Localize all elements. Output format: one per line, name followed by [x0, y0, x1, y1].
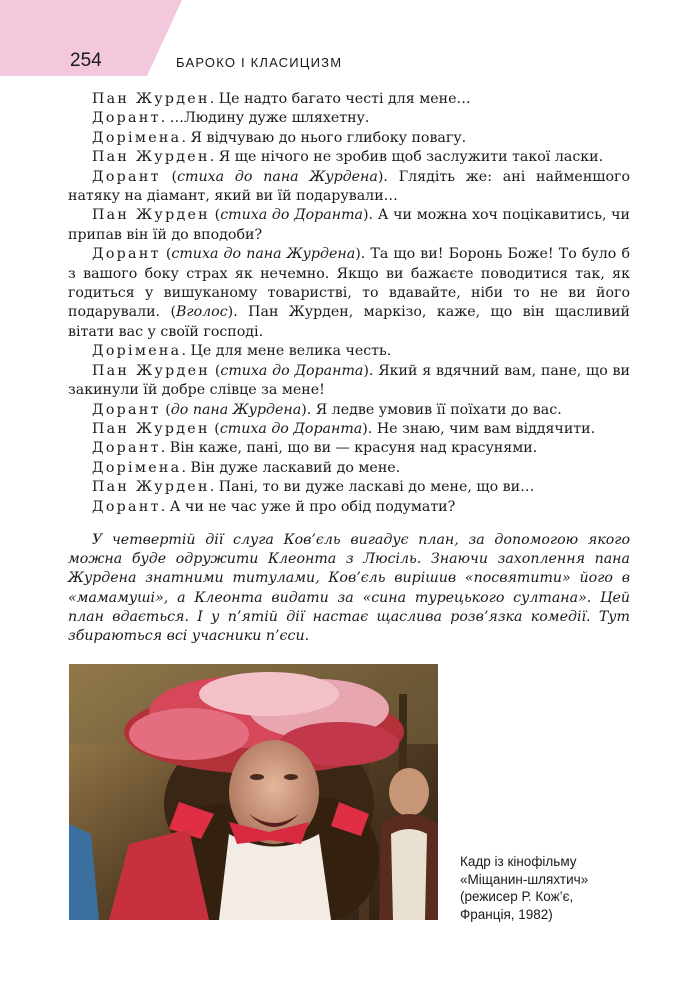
speaker-name: Дорант: [92, 110, 161, 127]
caption-line: Франція, 1982): [460, 906, 553, 922]
speaker-name: Пан Журден: [92, 479, 210, 496]
stage-direction: стиха до пана Журдена: [177, 168, 378, 185]
dialogue-line: Дорант. Він каже, пані, що ви — красуня над красунями.: [92, 440, 538, 457]
line-text: Глядіть же: ані найменшого натяку на діамант, який ви їй подарували…: [68, 168, 630, 205]
line-text: Який я вдячний вам, пане, що ви закинули їй добре слівце за мене!: [68, 362, 630, 399]
speaker-name: Дорімена: [92, 459, 182, 476]
speaker-name: Дорант: [92, 401, 161, 418]
dialogue-line: Пан Журден (стиха до Доранта). Не знаю, чим вам віддячити.: [92, 420, 596, 437]
stage-direction: до пана Журдена: [170, 401, 302, 418]
dialogue-line: Пан Журден. Я ще нічого не зробив щоб заслужити такої ласки.: [92, 149, 604, 166]
stage-direction: стиха до Доранта: [220, 207, 363, 224]
dialogue-line: Дорант (стиха до пана Журдена). Глядіть же: ані найменшого натяку на діамант, який ви їй подарували…: [68, 168, 630, 205]
line-text: А чи можна хоч поцікавитись, чи припав він їй до вподоби?: [68, 207, 630, 243]
dialogue-line: Дорант. А чи не час уже й про обід подумати?: [92, 498, 456, 515]
line-text: Я ще нічого не зробив щоб заслужити такої ласки.: [218, 149, 604, 166]
photo-caption: [460, 853, 650, 923]
speaker-name: Дорант: [92, 440, 161, 457]
stage-direction: Вголос: [175, 304, 228, 321]
dialogue-line: Дорімена. Він дуже ласкавий до мене.: [92, 459, 401, 476]
dialogue-line: Пан Журден. Це надто багато честі для мене…: [92, 91, 471, 107]
stage-direction: стиха до Доранта: [220, 362, 364, 379]
running-head: БАРОКО І КЛАСИЦИЗМ: [176, 55, 343, 70]
film-still-photo: [69, 664, 438, 920]
caption-line: Кадр із кінофільму: [460, 854, 577, 869]
dialogue-line: Пан Журден. Пані, то ви дуже ласкаві до мене, що ви…: [92, 479, 535, 496]
plot-summary: У четвертій дії слуга Ков’єль вигадує план, за допомогою якого можна буде одружити Клеонта з Люсіль. Знаючи захоплення пана Журдена знатними титулами, Ков’єль вирішив «посвятити» його в «мамамуші», а Клеонта видати за «сина турецького султана». Цей план вдається. І у п’ятій дії настає щаслива розв’язка комедії. Тут збираються всі учасники п’єси.: [68, 532, 630, 645]
caption-line: (режисер Р. Кож’є,: [460, 889, 574, 905]
stage-direction: стиха до пана Журдена: [171, 246, 356, 263]
dialogue-line: Дорант. …Людину дуже шляхетну.: [92, 110, 370, 127]
dialogue-line: Дорант (стиха до пана Журдена). Та що ви! Боронь Боже! То було б з вашого боку страх як нечемно. Якщо ви бажаєте поводитися так, як годиться у вишуканому товаристві, то вдавайте, ніби то не ви його подарували. (Вголос). Пан Журден, маркізо, каже, що він щасливий вітати вас у своїй господі.: [68, 246, 630, 340]
line-text: Та що ви! Боронь Боже! То було б з вашого боку страх як нечемно. Якщо ви бажаєте поводитися так, як годиться у вишуканому товаристві, то вдавайте, ніби то не ви його подарували.: [68, 246, 630, 321]
dialogue-line: Дорімена. Це для мене велика честь.: [92, 343, 392, 360]
speaker-name: Пан Журден: [92, 91, 210, 107]
speaker-name: Пан Журден: [92, 362, 211, 379]
dialogue-line: Пан Журден (стиха до Доранта). Який я вдячний вам, пане, що ви закинули їй добре слівце за мене!: [68, 362, 630, 399]
speaker-name: Дорімена: [92, 343, 182, 360]
line-text: …Людину дуже шляхетну.: [169, 110, 370, 127]
line-text: А чи не час уже й про обід подумати?: [169, 498, 456, 515]
caption-line: «Міщанин-шляхтич»: [460, 871, 589, 887]
line-text: Пані, то ви дуже ласкаві до мене, що ви…: [218, 479, 535, 496]
line-text: Пан Журден, маркізо, каже, що він щасливий вітати вас у своїй господі.: [68, 304, 630, 340]
film-still-illustration: [69, 664, 438, 920]
speaker-name: Дорант: [92, 246, 161, 263]
speaker-name: Пан Журден: [92, 207, 210, 224]
speaker-name: Дорімена: [92, 129, 182, 146]
speaker-name: Пан Журден: [92, 420, 210, 437]
line-text: Це для мене велика честь.: [190, 343, 392, 360]
line-text: Я ледве умовив її поїхати до вас.: [315, 401, 562, 418]
speaker-name: Дорант: [92, 168, 161, 185]
dialogue-line: Пан Журден (стиха до Доранта). А чи можна хоч поцікавитись, чи припав він їй до вподоби?: [68, 207, 630, 243]
speaker-name: Пан Журден: [92, 149, 210, 166]
page-number: 254: [70, 50, 102, 71]
dialogue-line: Дорімена. Я відчуваю до нього глибоку повагу.: [92, 129, 467, 146]
line-text: Я відчуваю до нього глибоку повагу.: [190, 129, 467, 146]
line-text: Не знаю, чим вам віддячити.: [376, 420, 596, 437]
stage-direction: стиха до Доранта: [219, 420, 363, 437]
line-text: Він каже, пані, що ви — красуня над красунями.: [169, 440, 538, 457]
line-text: Він дуже ласкавий до мене.: [190, 459, 401, 476]
dialogue-block: [68, 90, 630, 517]
dialogue-line: Дорант (до пана Журдена). Я ледве умовив її поїхати до вас.: [92, 401, 562, 418]
speaker-name: Дорант: [92, 498, 161, 515]
line-text: Це надто багато честі для мене…: [218, 91, 471, 107]
